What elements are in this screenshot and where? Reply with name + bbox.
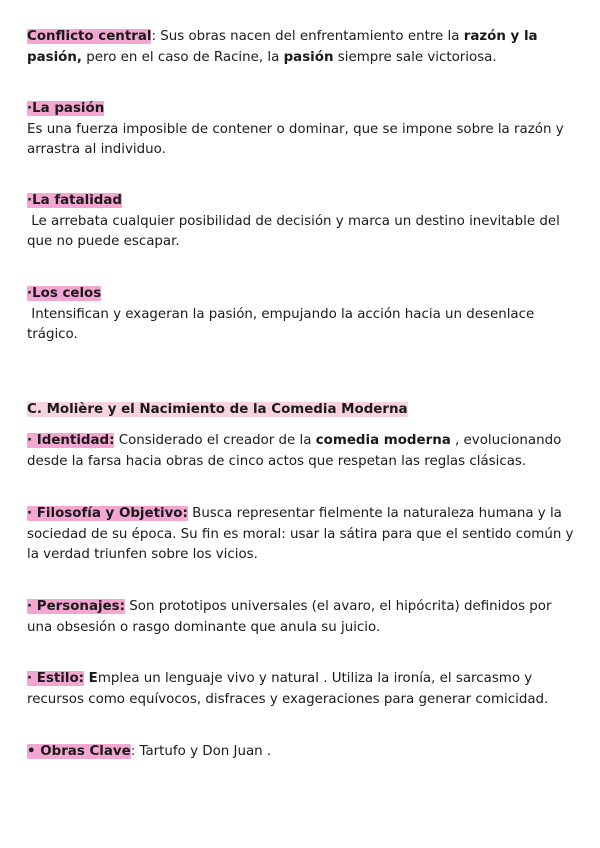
identidad-text-1: Considerado el creador de la — [114, 433, 316, 448]
identidad-text-2: , evolucionando desde la farsa hacia obras de cinco actos que respetan las reglas clásicas. — [27, 433, 562, 469]
celos-text: Intensifican y exageran la pasión, empujando la acción hacia un desenlace trágico. — [27, 306, 539, 342]
obras-paragraph — [27, 742, 577, 763]
pasion-text: Es una fuerza imposible de contener o dominar, que se impone sobre la razón y arrastra al individuo. — [27, 121, 564, 157]
conflict-paragraph — [27, 27, 577, 68]
identidad-bold: comedia moderna — [315, 433, 451, 448]
filosofia-label: · Filosofía y Objetivo: — [27, 506, 188, 521]
fatalidad-item — [27, 191, 577, 253]
pasion-item — [27, 99, 577, 161]
pasion-label: ·La pasión — [27, 101, 105, 116]
personajes-paragraph — [27, 597, 577, 638]
celos-label: ·Los celos — [27, 286, 102, 301]
celos-item — [27, 284, 577, 346]
conflict-text-1: : Sus obras nacen del enfrentamiento entre la — [151, 29, 464, 44]
identidad-label: · Identidad: — [27, 433, 115, 448]
identidad-paragraph — [27, 431, 577, 472]
obras-text: : Tartufo y Don Juan . — [130, 744, 272, 759]
section-c-heading: C. Molière y el Nacimiento de la Comedia Moderna — [27, 402, 408, 417]
estilo-paragraph — [27, 669, 577, 710]
personajes-label: · Personajes: — [27, 599, 125, 614]
filosofia-paragraph — [27, 504, 577, 566]
conflict-bold-1: razón y la pasión, — [27, 29, 538, 65]
estilo-bold: E — [84, 671, 98, 686]
obras-label: • Obras Clave — [27, 744, 131, 759]
estilo-label: · Estilo: — [27, 671, 85, 686]
fatalidad-label: ·La fatalidad — [27, 193, 123, 208]
conflict-label: Conflicto central — [27, 29, 152, 44]
conflict-text-3: siempre sale victoriosa. — [333, 49, 497, 65]
filosofia-text: Busca representar fielmente la naturaleza humana y la sociedad de su época. Su fin es moral: usar la sátira para que el sentido común y la verdad triunfen sobre los vicios. — [27, 506, 574, 562]
estilo-text: mplea un lenguaje vivo y natural . Utiliza la ironía, el sarcasmo y recursos como equívocos, disfraces y exageraciones para generar comicidad. — [27, 671, 549, 707]
personajes-text: Son prototipos universales (el avaro, el hipócrita) definidos por una obsesión o rasgo dominante que anula su juicio. — [27, 599, 552, 635]
section-c-heading-line — [27, 400, 577, 421]
conflict-bold-2: pasión — [283, 49, 334, 65]
fatalidad-text: Le arrebata cualquier posibilidad de decisión y marca un destino inevitable del que no puede escapar. — [27, 213, 565, 249]
conflict-text-2: pero en el caso de Racine, la — [82, 49, 284, 65]
